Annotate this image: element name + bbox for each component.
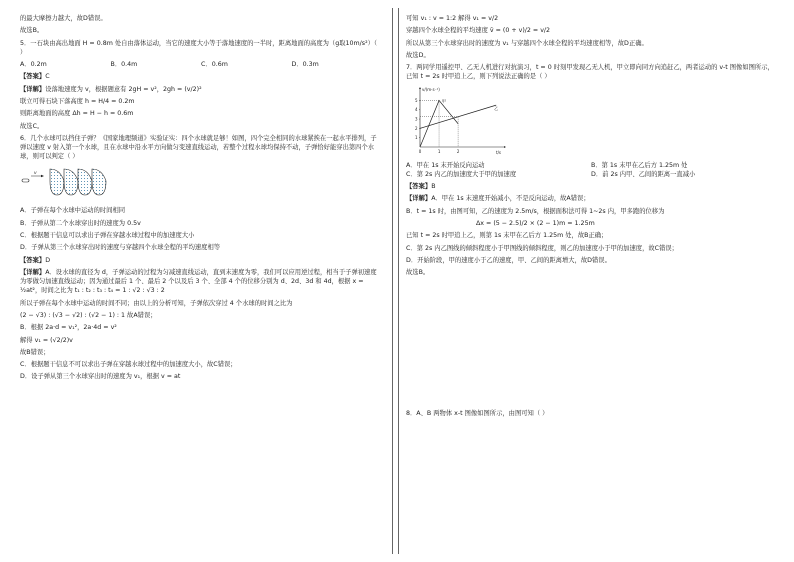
vt-chart bbox=[410, 85, 776, 157]
answer-value: D bbox=[45, 256, 51, 264]
detail-text: A．设水球的直径为 d，子弹运动的过程为匀减速直线运动，直到末速度为零，我们可以应用逆过程，相当于子弹初速度为零做匀加速直线运动；因为通过最后 1 个、最后 2 个以及后 3 个、全部 4 个的位移分别为 d、2d、3d 和 4d，根据 x = ½at²，时间之比为 t₁ : t₂ : t₃ : t₄ = 1 : √2 : √3 : 2 bbox=[20, 269, 377, 295]
detail-line: D．设子弹从第三个水球穿出时的速度为 v₁，根据 v = at bbox=[20, 373, 181, 381]
water-ball-1 bbox=[50, 169, 64, 195]
detail-line: C．第 2s 内乙图线的倾斜程度小于甲图线的倾斜程度，则乙的加速度小于甲的加速度，故C错误； bbox=[406, 244, 678, 252]
water-ball-3 bbox=[78, 169, 92, 195]
water-ball-2 bbox=[64, 169, 78, 195]
option-b: B．0.4m bbox=[110, 61, 138, 69]
text-line: 故选B。 bbox=[20, 27, 44, 35]
y-tick-label: 1 bbox=[415, 134, 418, 140]
question-7: 7．两同学用遥控甲、乙无人机进行对抗演习，t = 0 时刻甲发现乙无人机，甲立即向同方向追赶乙，两者运动的 v-t 图像如图所示，已知 t = 2s 时甲追上乙，则下列说法正确的是（ ） bbox=[406, 64, 774, 81]
detail-label: 【详解】 bbox=[406, 195, 432, 203]
answer-line bbox=[406, 182, 776, 191]
water-ball-4 bbox=[92, 169, 106, 195]
x-tick-label: 2 bbox=[456, 148, 460, 154]
detail-text: A．甲在 1s 末速度开始减小，不是反向运动，故A错误； bbox=[431, 195, 590, 203]
answer-line bbox=[20, 72, 382, 81]
x-axis-label: t/s bbox=[496, 149, 501, 155]
option-d: D．0.3m bbox=[291, 61, 319, 69]
detail-label: 【详解】 bbox=[20, 269, 46, 276]
answer-value: B bbox=[431, 183, 436, 191]
column-divider bbox=[392, 8, 393, 554]
vt-chart-svg bbox=[410, 85, 510, 157]
detail-line: D．开始阶段，甲的速度小于乙的速度，甲、乙间的距离增大，故D错误。 bbox=[406, 257, 611, 264]
x-tick-label: 1 bbox=[437, 148, 441, 154]
option-b: B．子弹从第二个水球穿出时的速度为 0.5v bbox=[20, 219, 141, 227]
option-b: B．第 1s 末甲在乙后方 1.25m 处 bbox=[591, 161, 688, 169]
y-tick-label: 2 bbox=[415, 125, 418, 131]
question-5: 5．一石块由高出地面 H = 0.8m 处自由落体运动，当它的速度大小等于落地速度的一半时，距离地面的高度为（g取10m/s²）（ ） bbox=[20, 39, 378, 56]
option-a: A．甲在 1s 末开始反向运动 bbox=[406, 161, 485, 169]
detail-line bbox=[20, 85, 382, 94]
text-line: 所以从第三个水球穿出时的速度为 v₁ 与穿越四个水球全程的平均速度相等，故D正确。 bbox=[406, 39, 648, 47]
x-axis-arrow bbox=[504, 146, 506, 148]
question-7-options bbox=[406, 161, 776, 179]
question-5-options bbox=[20, 60, 382, 69]
x-tick-label: 0 bbox=[418, 148, 422, 154]
y-tick-label: 4 bbox=[415, 106, 418, 112]
detail-line: 故选B。 bbox=[406, 269, 430, 277]
right-column bbox=[406, 14, 776, 422]
detail-line: 则距离地面的高度 Δh = H − h = 0.6m bbox=[20, 110, 134, 118]
detail-line: (2 − √3) : (√3 − √2) : (√2 − 1) : 1 故A错误； bbox=[20, 311, 157, 319]
detail-line: Δx = (5 − 2.5)/2 × (2 − 1)m = 1.25m bbox=[476, 220, 595, 228]
series-label: 乙 bbox=[494, 105, 499, 111]
option-a: A．0.2m bbox=[20, 61, 47, 69]
text-line: 可知 v₁ : v = 1:2 解得 v₁ = v/2 bbox=[406, 15, 499, 22]
option-c: C．第 2s 内乙的加速度大于甲的加速度 bbox=[406, 170, 517, 178]
detail-line: C．根据题干信息不可以求出子弹在穿越水球过程中的加速度大小，故C错误； bbox=[20, 361, 237, 369]
question-6: 6．几个水球可以挡住子弹？《国家地理频道》实验证实：四个水球就足够！如图，四个完全相同的水球紧挨在一起水平排列，子弹以速度 v 射入第一个水球，且在水球中沿水平方向做匀变速直线运动，若整个过程水球均保持不动，子弹恰好能穿出第四个水球，则可以判定（ ） bbox=[20, 134, 377, 161]
question-8: 8．A、B 两物体 x-t 图像如图所示，由图可知（ ） bbox=[406, 410, 549, 418]
option-c: C．根据题干信息可以求出子弹在穿越水球过程中的加速度大小 bbox=[20, 232, 195, 240]
left-column bbox=[20, 14, 382, 385]
option-d: D．子弹从第三个水球穿出时的速度与穿越四个水球全程的平均速度相等 bbox=[20, 244, 221, 252]
svg-text:v: v bbox=[34, 171, 37, 177]
answer-label: 【答案】 bbox=[406, 183, 432, 191]
y-axis-label: v/(m·s⁻¹) bbox=[422, 86, 440, 92]
detail-line: 故B错误； bbox=[20, 348, 50, 356]
detail-line bbox=[20, 268, 382, 295]
detail-line: 故选C。 bbox=[20, 122, 44, 130]
text-line: 故选D。 bbox=[406, 51, 430, 59]
option-a: A．子弹在每个水球中运动的时间相同 bbox=[20, 207, 126, 215]
option-c: C．0.6m bbox=[201, 61, 228, 69]
series-label: 甲 bbox=[441, 98, 446, 104]
detail-line: 所以子弹在每个水球中运动的时间不同；由以上的分析可知，子弹依次穿过 4 个水球的时间之比为 bbox=[20, 299, 293, 307]
detail-line: 已知 t = 2s 时甲追上乙，则第 1s 末甲在乙后方 1.25m 处，故B正确； bbox=[406, 232, 608, 240]
bullet-icon bbox=[22, 171, 44, 182]
column-divider bbox=[398, 8, 399, 554]
answer-label: 【答案】 bbox=[20, 256, 46, 264]
detail-text: 设落地速度为 v，根据题意有 2gH = v²，2gh = (v/2)² bbox=[45, 85, 202, 93]
detail-line: 解得 v₁ = (√2/2)v bbox=[20, 336, 73, 344]
option-d: D．前 2s 内甲、乙间的距离一直减小 bbox=[591, 170, 696, 178]
text-line: 穿越四个水球全程的平均速度 v̄ = (0 + v)/2 = v/2 bbox=[406, 27, 551, 35]
detail-line: B．t = 1s 时，由图可知，乙的速度为 2.5m/s，根据面积法可得 1~2s 内，甲多跑的位移为 bbox=[406, 207, 665, 215]
y-tick-label: 5 bbox=[415, 97, 418, 103]
y-axis-arrow bbox=[419, 87, 421, 89]
answer-value: C bbox=[45, 73, 50, 81]
water-balls-svg bbox=[20, 165, 150, 197]
detail-line: 联立可得石块下落高度 h = H/4 = 0.2m bbox=[20, 98, 135, 105]
y-tick-label: 3 bbox=[415, 116, 418, 122]
answer-label: 【答案】 bbox=[20, 73, 46, 81]
detail-line bbox=[406, 194, 776, 203]
water-balls-figure bbox=[20, 165, 382, 200]
text-line: 的最大摩擦力越大，故D错误。 bbox=[20, 15, 107, 22]
detail-label: 【详解】 bbox=[20, 85, 46, 93]
detail-line: B．根据 2a·d = v₁²，2a·4d = v² bbox=[20, 324, 117, 332]
answer-line bbox=[20, 256, 382, 265]
